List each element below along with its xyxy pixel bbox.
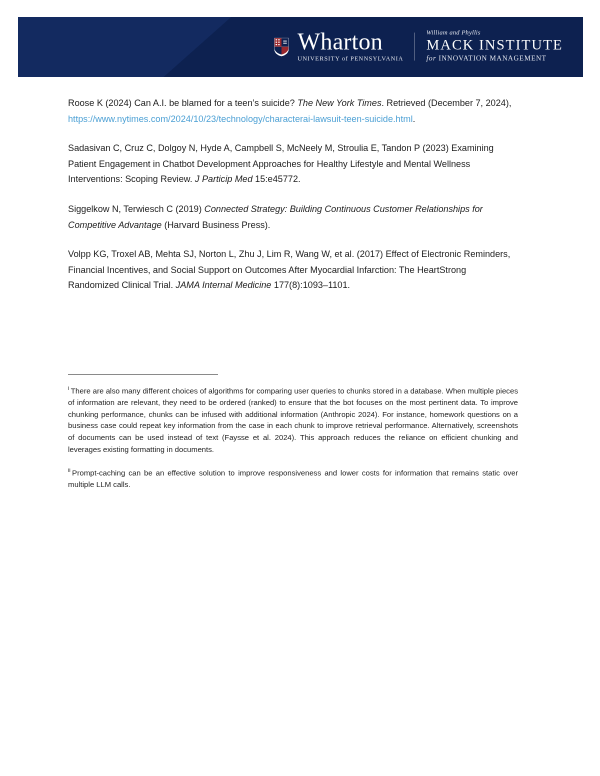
ref-text-part2: (Harvard Business Press). — [161, 219, 271, 230]
mack-main-line: MACK INSTITUTE — [426, 37, 563, 54]
ref-text-part1: Siggelkow N, Terwiesch C (2019) — [68, 203, 205, 214]
wharton-wordmark — [298, 31, 404, 63]
mack-bottom-rest: INNOVATION MANAGEMENT — [438, 54, 547, 63]
reference-entry — [68, 96, 516, 127]
ref-italic-title: Connected Strategy: Building Continuous Customer Relationships for Competitive Advantage — [68, 203, 483, 230]
ref-text-part2: . Retrieved (December 7, 2024), — [381, 98, 512, 108]
ref-italic-title: JAMA Internal Medicine — [175, 280, 272, 291]
ref-text-part1: Sadasivan C, Cruz C, Dolgoy N, Hyde A, Campbell S, McNeely M, Stroulia E, Tandon P (2023) Examining Patient Engagement in Chatbot Development Approaches for Healthy Lifestyle and Mental Wellness Interventions: Scoping Review. — [68, 143, 494, 185]
ref-italic-title: The New York Times — [297, 98, 382, 108]
footnote-item — [68, 384, 518, 455]
footnote-marker: i — [68, 386, 70, 392]
wharton-subtitle: UNIVERSITY of PENNSYLVANIA — [297, 55, 404, 63]
footnote-text: Prompt-caching can be an effective solution to improve responsiveness and lower costs for information that remains static over multiple LLM calls. — [68, 468, 518, 490]
reference-entry — [68, 141, 516, 188]
banner-diagonal-wedge — [18, 17, 278, 77]
wharton-mack-logo — [274, 31, 563, 64]
header-banner — [18, 17, 583, 77]
wharton-word: Wharton — [297, 29, 383, 56]
footnote-marker: ii — [68, 468, 71, 475]
reference-url-link[interactable]: https://www.nytimes.com/2024/10/23/technology/characterai-lawsuit-teen-suicide.html — [68, 113, 413, 124]
mack-top-line: William and Phyllis — [426, 29, 481, 37]
reference-entry — [68, 202, 516, 233]
ref-text-part1: Roose K (2024) Can A.I. be blamed for a teen’s suicide? — [68, 98, 298, 108]
mack-bottom-line — [426, 56, 546, 64]
penn-shield-icon — [274, 37, 289, 56]
footnote-text: There are also many different choices of algorithms for comparing user queries to chunks stored in a database. When multiple pieces of information are relevant, they need to be ordered (ranked) to ensure that the bot focuses on the most pertinent data. To improve chunking performance, chunks can be infused with additional information (Anthropic 2024). For instance, homework questions on a business case could repeat key information from the case in each chunk to improve retrieval performance. Alternatively, screenshots of documents can be used instead of text (Faysse et al. 2024). This approach reduces the reliance on efficient chunking and leverages existing formatting in documents. — [68, 386, 518, 454]
ref-text-part1: Volpp KG, Troxel AB, Mehta SJ, Norton L, Zhu J, Lim R, Wang W, et al. (2017) Effect of Electronic Reminders, Financial Incentives, and Social Support on Outcomes After Myocardial Infarction: The HeartStrong Randomized Clinical Trial. — [68, 249, 511, 291]
reference-entry — [68, 247, 516, 294]
mack-institute-wordmark — [426, 31, 563, 64]
mack-bottom-italic: for — [426, 54, 437, 63]
logo-divider — [414, 33, 415, 61]
ref-italic-title: J Particip Med — [194, 174, 253, 185]
ref-text-part2: 177(8):1093–1101. — [271, 280, 351, 291]
footnote-separator-rule — [68, 374, 218, 375]
ref-text-part2: 15:e45772. — [252, 174, 301, 185]
footnote-item — [68, 466, 518, 491]
reference-list — [68, 96, 516, 294]
footnote-list — [68, 384, 518, 491]
ref-text-part3: . — [412, 113, 416, 124]
